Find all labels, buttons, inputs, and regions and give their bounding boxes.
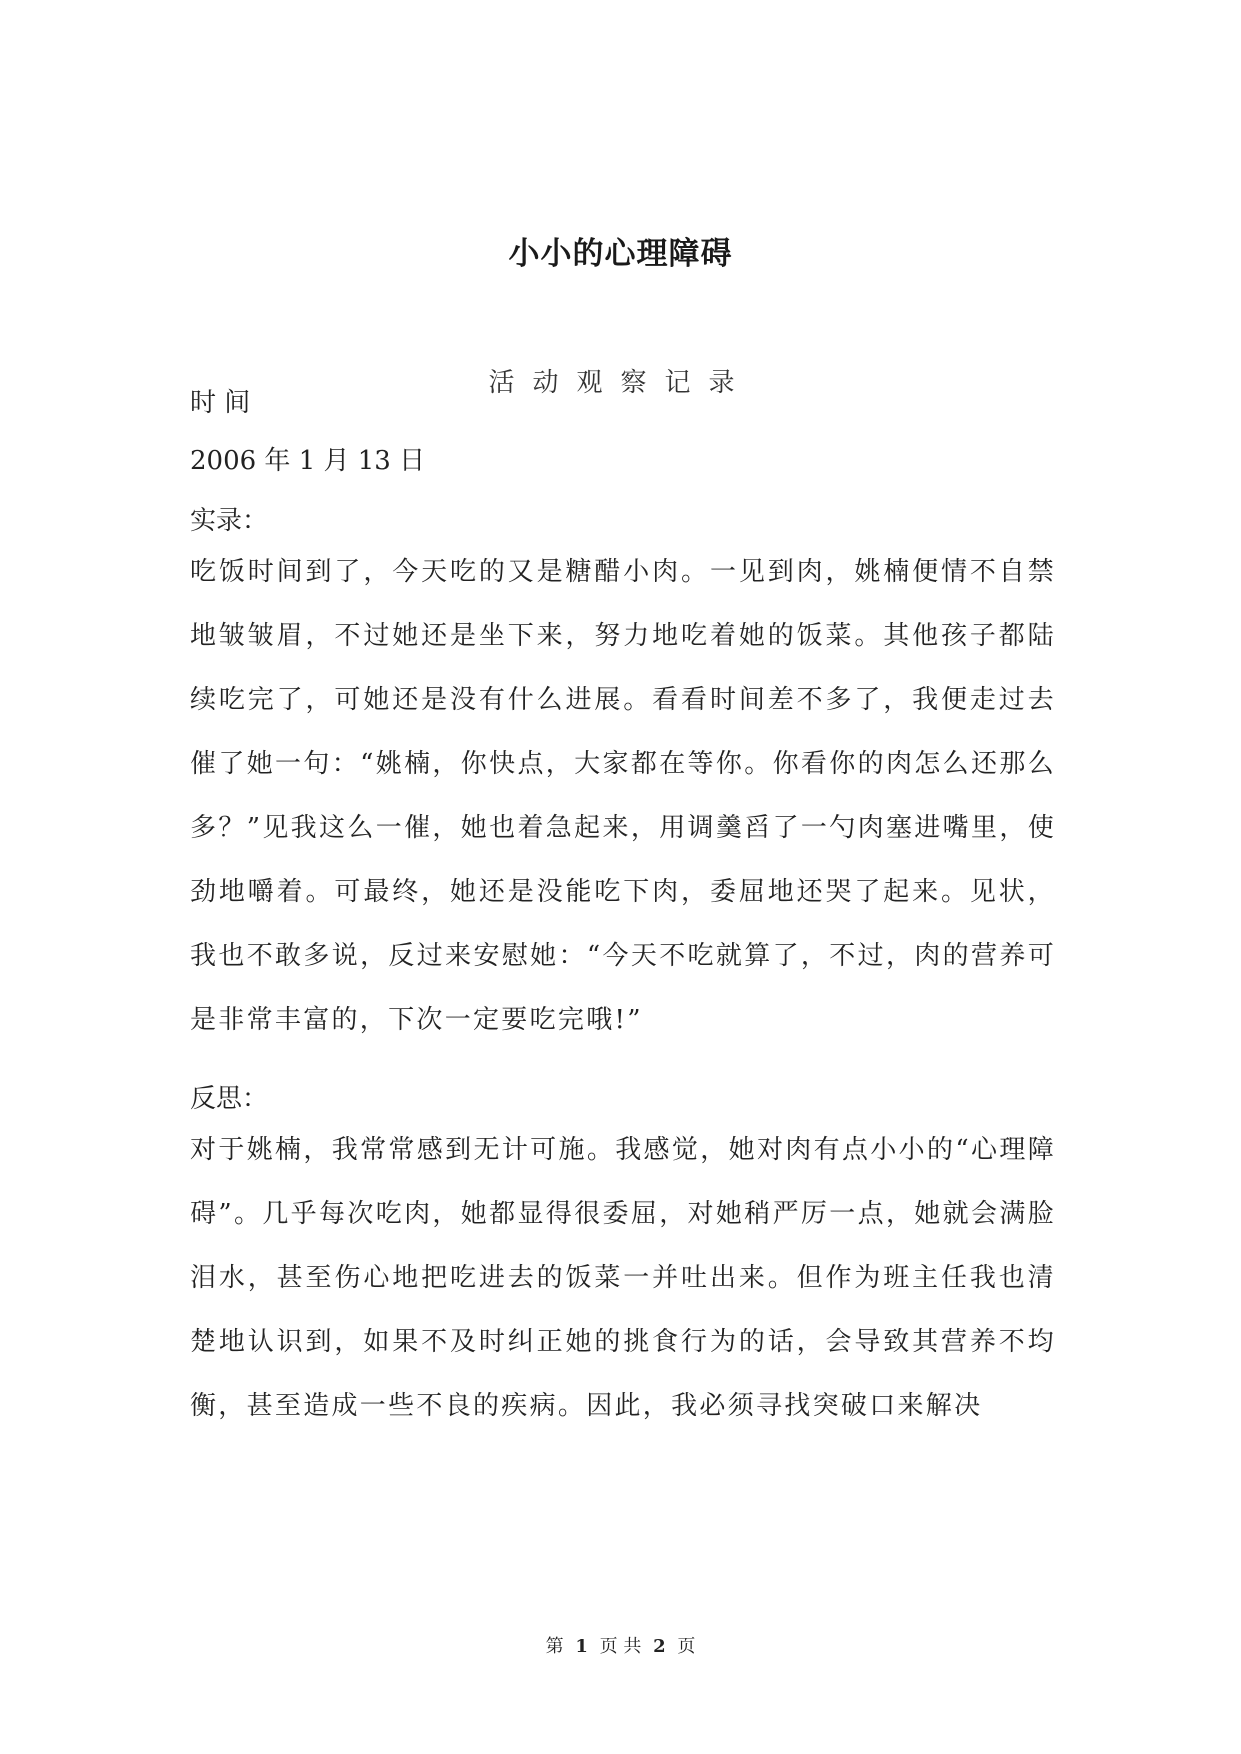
footer-suffix: 页: [677, 1636, 696, 1657]
footer-current-page: 1: [575, 1636, 588, 1657]
time-label: 时 间: [190, 388, 251, 418]
reflection-label: 反思：: [190, 1084, 269, 1114]
document-title: 小小的心理障碍: [508, 236, 733, 272]
footer-prefix: 第: [545, 1636, 564, 1657]
page-footer: [0, 1632, 1241, 1658]
footer-mid: 页 共: [599, 1636, 642, 1657]
record-date: 2006 年 1 月 13 日: [190, 446, 426, 476]
footer-total-pages: 2: [653, 1636, 666, 1657]
record-paragraph: 吃饭时间到了，今天吃的又是糖醋小肉。一见到肉，姚楠便情不自禁地皱皱眉，不过她还是坐下来，努力地吃着她的饭菜。其他孩子都陆续吃完了，可她还是没有什么进展。看看时间差不多了，我便走过去催了她一句：“姚楠，你快点，大家都在等你。你看你的肉怎么还那么多？”见我这么一催，她也着急起来，用调羹舀了一勺肉塞进嘴里，使劲地嚼着。可最终，她还是没能吃下肉，委屈地还哭了起来。见状，我也不敢多说，反过来安慰她：“今天不吃就算了，不过，肉的营养可是非常丰富的，下次一定要吃完哦!”: [190, 557, 1056, 1035]
document-subtitle: 活动观察记录: [488, 368, 753, 398]
reflection-paragraph: 对于姚楠，我常常感到无计可施。我感觉，她对肉有点小小的“心理障碍”。几乎每次吃肉，她都显得很委屈，对她稍严厉一点，她就会满脸泪水，甚至伤心地把吃进去的饭菜一并吐出来。但作为班主任我也清楚地认识到，如果不及时纠正她的挑食行为的话，会导致其营养不均衡，甚至造成一些不良的疾病。因此，我必须寻找突破口来解决: [190, 1135, 1056, 1421]
record-label: 实录：: [190, 506, 269, 536]
